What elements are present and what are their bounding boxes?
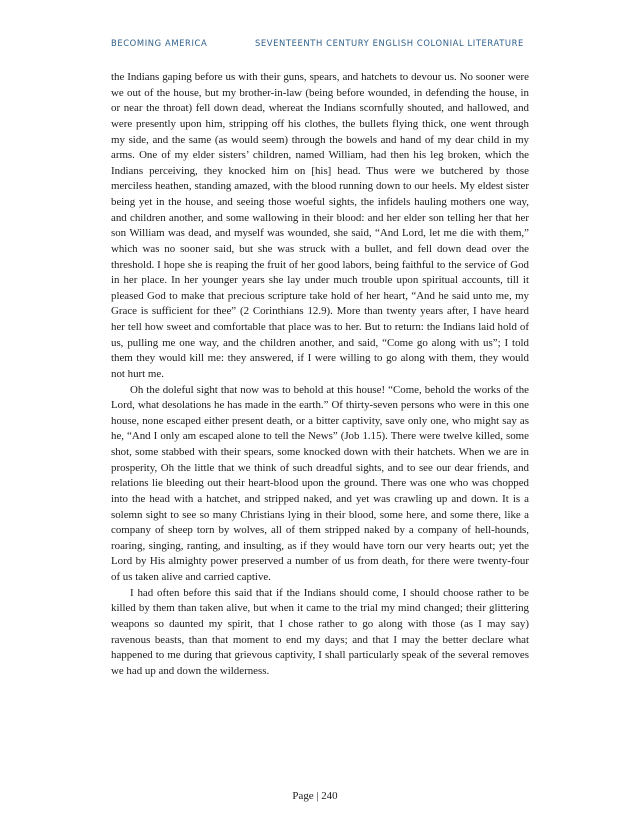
- section-title: SEVENTEENTH CENTURY ENGLISH COLONIAL LITERATURE: [255, 38, 524, 48]
- body-text: [111, 70, 529, 679]
- book-title: BECOMING AMERICA: [111, 38, 208, 48]
- paragraph-2: Oh the doleful sight that now was to behold at this house! “Come, behold the works of the Lord, what desolations he has made in the earth.” Of thirty-seven persons who were in this one house, none escaped either present death, or a bitter captivity, save only one, who might say as he, “And I only am escaped alone to tell the News” (Job 1.15). There were twelve killed, some shot, some stabbed with their spears, some knocked down with their hatchets. When we are in prosperity, Oh the little that we think of such dreadful sights, and to see our dear friends, and relations lie bleeding out their heart-blood upon the ground. There was one who was chopped into the head with a hatchet, and stripped naked, and yet was crawling up and down. It is a solemn sight to see so many Christians lying in their blood, some here, and some there, like a company of sheep torn by wolves, all of them stripped naked by a company of hell-hounds, roaring, singing, ranting, and insulting, as if they would have torn our very hearts out; yet the Lord by His almighty power preserved a number of us from death, for there were twenty-four of us taken alive and carried captive.: [111, 383, 529, 583]
- paragraph-1: the Indians gaping before us with their guns, spears, and hatchets to devour us. No sooner were we out of the house, but my brother-in-law (being before wounded, in defending the house, in or near the throat) fell down dead, whereat the Indians scornfully shouted, and hallowed, and were presently upon him, stripping off his clothes, the bullets flying thick, one went through my side, and the same (as would seem) through the bowels and hand of my dear child in my arms. One of my elder sisters’ children, named William, had then his leg broken, which the Indians perceiving, they knocked him on [his] head. Thus were we butchered by those merciless heathen, standing amazed, with the blood running down to our heels. My eldest sister being yet in the house, and seeing those woeful sights, the infidels hauling mothers one way, and children another, and some wallowing in their blood: and her elder son telling her that her son William was dead, and myself was wounded, she said, “And Lord, let me die with them,” which was no sooner said, but she was struck with a bullet, and fell down dead over the threshold. I hope she is reaping the fruit of her good labors, being faithful to the service of God in her place. In her younger years she lay under much trouble upon spiritual accounts, till it pleased God to make that precious scripture take hold of her heart, “And he said unto me, my Grace is sufficient for thee” (2 Corinthians 12.9). More than twenty years after, I have heard her tell how sweet and comfortable that place was to her. But to return: the Indians laid hold of us, pulling me one way, and the children another, and said, “Come go along with us”; I told them they would kill me: they answered, if I were willing to go along with them, they would not hurt me.: [111, 71, 529, 380]
- paragraph-3: I had often before this said that if the Indians should come, I should choose rather to be killed by them than taken alive, but when it came to the trial my mind changed; their glittering weapons so daunted my spirit, that I chose rather to go along with those (as I may say) ravenous beasts, than that moment to end my days; and that I may the better declare what happened to me during that grievous captivity, I shall particularly speak of the several removes we had up and down the wilderness.: [111, 586, 529, 677]
- page-number: Page | 240: [292, 790, 338, 802]
